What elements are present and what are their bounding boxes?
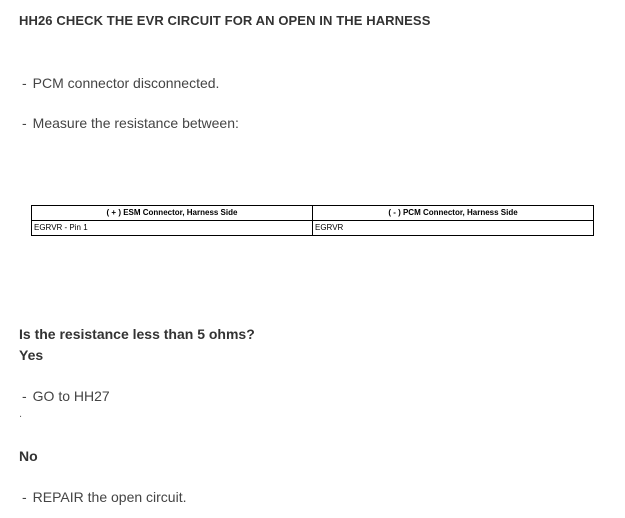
table-row <box>32 221 594 236</box>
procedure-heading: HH26 CHECK THE EVR CIRCUIT FOR AN OPEN IN THE HARNESS <box>19 13 431 28</box>
yes-action-item <box>22 388 110 404</box>
bullet-dash: - <box>22 489 27 505</box>
no-action-text: REPAIR the open circuit. <box>32 489 187 505</box>
cell-positive-pin: EGRVR - Pin 1 <box>32 221 313 236</box>
step-text: Measure the resistance between: <box>32 115 239 131</box>
resistance-question: Is the resistance less than 5 ohms? <box>19 326 255 342</box>
header-positive-lead: ( + ) ESM Connector, Harness Side <box>32 206 313 221</box>
step-item-measure <box>22 115 239 131</box>
bullet-dash: - <box>22 75 27 91</box>
step-item-connector <box>22 75 219 91</box>
bullet-dash: - <box>22 388 27 404</box>
stray-period: . <box>19 408 23 420</box>
step-text: PCM connector disconnected. <box>32 75 220 91</box>
table-header-row <box>32 206 594 221</box>
bullet-dash: - <box>22 115 27 131</box>
yes-label: Yes <box>19 347 44 363</box>
yes-action-text: GO to HH27 <box>32 388 110 404</box>
no-action-item <box>22 489 186 505</box>
measurement-table <box>31 205 594 236</box>
cell-negative-pin: EGRVR <box>313 221 594 236</box>
no-label: No <box>19 448 38 464</box>
header-negative-lead: ( - ) PCM Connector, Harness Side <box>313 206 594 221</box>
